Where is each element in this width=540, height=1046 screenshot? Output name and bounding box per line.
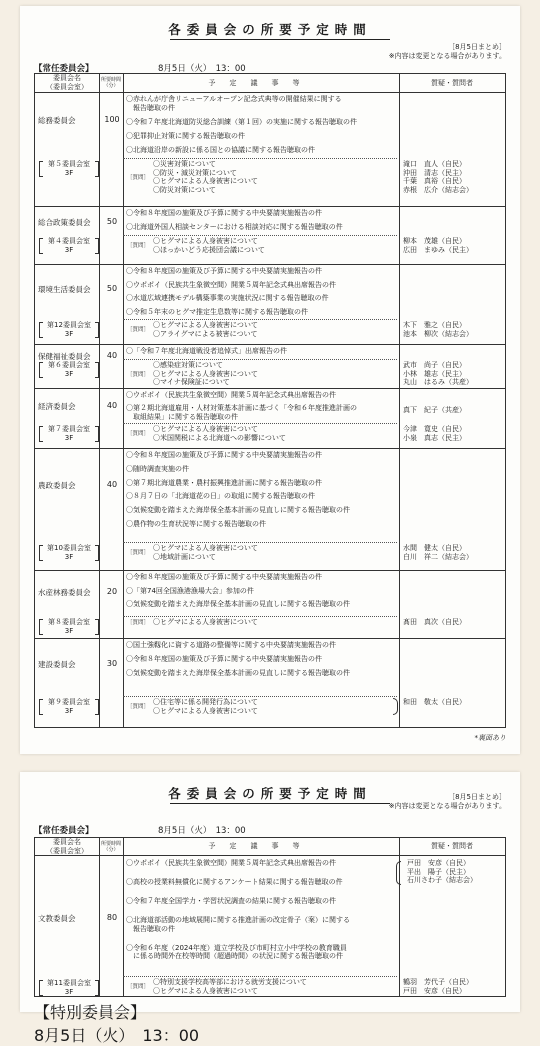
required-minutes: 80 xyxy=(106,913,118,922)
questioner-name: 真下 紀子（共産） xyxy=(403,406,466,414)
agenda-item xyxy=(126,479,406,488)
agenda-item-line: 〇令和８年度国の施策及び予算に関する中央要請実施報告の件 xyxy=(126,451,322,459)
room-bracket-right xyxy=(95,980,99,996)
questioner-list xyxy=(403,361,505,387)
committee-name: 文教委員会 xyxy=(38,914,76,923)
room-bracket-left xyxy=(39,161,43,177)
agenda-item xyxy=(126,118,406,127)
agenda-item-line: 〇令和８年度国の施策及び予算に関する中央要請実施報告の件 xyxy=(126,209,322,217)
questioner-name: 鶴羽 芳代子（自民） xyxy=(403,978,473,986)
question-topics xyxy=(153,361,403,387)
required-minutes: 50 xyxy=(106,284,118,293)
agenda-item xyxy=(126,916,406,933)
questioner-name: 池本 柳次（結志会） xyxy=(403,329,473,338)
question-divider xyxy=(123,319,397,320)
question-topic: 〇災害対策について xyxy=(153,160,216,168)
questioner-name: 赤根 広介（結志会） xyxy=(403,185,473,194)
agenda-item xyxy=(126,347,406,356)
compiled-date-note: ［8月5日まとめ］ xyxy=(448,793,506,801)
agenda-item-line: 〇農作物の生育状況等に関する報告聴取の件 xyxy=(126,520,266,528)
room-name: 第11委員会室 xyxy=(47,979,91,987)
agenda-item-line: 〇令和８年度国の施策及び予算に関する中央要請実施報告の件 xyxy=(126,655,322,663)
questioner-list xyxy=(403,978,505,995)
question-label: ［質問］ xyxy=(127,550,150,557)
agenda-item xyxy=(126,223,406,232)
room-name: 第７委員会室 xyxy=(48,425,90,433)
schedule-sheet-back xyxy=(20,772,520,1012)
question-topics xyxy=(153,978,403,995)
room-floor: 3F xyxy=(64,553,74,561)
required-minutes: 50 xyxy=(106,217,118,226)
question-topic: 〇ヒグマによる人身被害について xyxy=(153,177,258,185)
agenda-item-line: 〇ウポポイ（民族共生象徴空間）開業５周年記念式典出席報告の件 xyxy=(126,391,336,399)
header-room-label: （委員会室） xyxy=(46,83,88,91)
header-note xyxy=(389,43,506,61)
room-bracket-right xyxy=(95,322,99,338)
room-bracket-left xyxy=(39,238,43,254)
committee-room xyxy=(39,361,99,379)
committee-room xyxy=(39,618,99,636)
agenda-item-line: 〇水道広域連携モデル構築事業の実施状況に関する報告聴取の件 xyxy=(126,294,329,302)
header-questioners: 質疑・質問者 xyxy=(431,78,473,87)
committee-room xyxy=(39,425,99,443)
agenda-item-line: 〇高校の授業料無償化に関するアンケート結果に関する報告聴取の件 xyxy=(126,878,343,886)
agenda-item-line: 〇令和７年度北海道防災総合訓練（第１回）の実施に関する報告聴取の件 xyxy=(126,117,357,126)
room-bracket-right xyxy=(95,699,99,715)
room-bracket-left xyxy=(39,426,43,442)
agenda-item xyxy=(126,391,406,400)
committee-name: 総合政策委員会 xyxy=(38,218,91,227)
agenda-item xyxy=(126,294,406,303)
room-bracket-left xyxy=(39,362,43,378)
required-minutes: 100 xyxy=(104,115,120,124)
agenda-item-line: 〇北海道外国人相談センターにおける相談対応に関する報告聴取の件 xyxy=(126,223,343,231)
page-title: 各委員会の所要予定時間 xyxy=(168,786,372,801)
committee-room xyxy=(39,698,99,716)
agenda-item-line: 〇８月７日の「北海道花の日」の取組に関する報告聴取の件 xyxy=(126,492,315,501)
schedule-table xyxy=(34,837,506,997)
change-notice: ※内容は変更となる場合があります。 xyxy=(388,802,506,810)
header-time-label: 所要時間 xyxy=(100,840,121,847)
agenda-item-line: 報告聴取の件 xyxy=(126,924,175,933)
room-floor: 3F xyxy=(64,707,74,715)
questioner-name: 広田 まゆみ（民主） xyxy=(403,245,473,254)
agenda-item-line: 〇国土強靱化に資する道路の整備等に関する中央要請実施報告の件 xyxy=(126,641,336,649)
questioner-name: 滝口 直人（自民） xyxy=(403,160,466,168)
question-topic: 〇ヒグマによる人身被害について xyxy=(153,321,258,329)
committee-row xyxy=(35,638,505,729)
agenda-item xyxy=(126,451,406,460)
agenda-item xyxy=(126,281,406,290)
question-topic: 〇ヒグマによる人身被害について xyxy=(153,544,258,552)
committee-room xyxy=(39,237,99,255)
agenda-item xyxy=(126,492,406,501)
header-time xyxy=(99,838,123,855)
question-label: ［質問］ xyxy=(127,704,150,711)
committee-row xyxy=(35,264,505,345)
question-topics xyxy=(153,618,403,627)
committee-row xyxy=(35,448,505,571)
room-bracket-left xyxy=(39,322,43,338)
agenda-item xyxy=(126,587,406,596)
next-category-peek xyxy=(34,1000,199,1046)
question-label: ［質問］ xyxy=(127,371,150,378)
meeting-date: 8月5日（火） 13：00 xyxy=(158,826,246,836)
agenda-item xyxy=(126,520,406,529)
question-label: ［質問］ xyxy=(127,327,150,334)
room-bracket-left xyxy=(39,545,43,561)
schedule-table xyxy=(34,73,506,728)
room-floor: 3F xyxy=(64,627,74,635)
questioner-name: 小泉 真志（民主） xyxy=(403,433,466,442)
questioner-name: 和田 敬太（自民） xyxy=(403,698,466,706)
agenda-item-line: 〇北海道部活動の地域展開に関する推進計画の改定骨子（案）に関する xyxy=(126,916,350,924)
question-divider xyxy=(123,542,397,543)
question-topics xyxy=(153,698,403,715)
committee-name: 建設委員会 xyxy=(38,660,76,669)
room-floor: 3F xyxy=(64,988,74,996)
header-committee-label: 委員会名 xyxy=(53,74,81,82)
agenda-item xyxy=(126,669,406,678)
committee-row xyxy=(35,570,505,639)
header-note xyxy=(389,793,506,811)
question-topic: 〇ヒグマによる人身被害について xyxy=(153,986,258,995)
question-topics xyxy=(153,321,403,338)
agenda-item xyxy=(126,573,406,582)
room-name: 第10委員会室 xyxy=(47,544,91,552)
committee-name: 保健福祉委員会 xyxy=(38,352,91,361)
question-divider xyxy=(123,158,397,159)
room-name: 第９委員会室 xyxy=(48,698,90,706)
question-divider xyxy=(123,976,397,977)
question-topics xyxy=(153,425,403,442)
questioner-name: 戸田 安彦（自民） xyxy=(407,859,470,867)
category-label: 【常任委員会】 xyxy=(34,64,94,74)
questioner-name: 丸山 はるみ（共産） xyxy=(403,378,473,386)
room-bracket-right xyxy=(95,161,99,177)
questioner-name: 武市 尚子（自民） xyxy=(403,361,466,369)
required-minutes: 20 xyxy=(106,587,118,596)
questioner-list xyxy=(403,321,505,338)
agenda-item xyxy=(126,404,406,421)
room-bracket-right xyxy=(95,238,99,254)
agenda-item-line: 〇赤れんが庁舎リニューアルオープン記念式典等の開催結果に関する xyxy=(126,95,342,103)
agenda-item xyxy=(126,859,406,868)
table-header xyxy=(35,838,505,856)
committee-row xyxy=(35,92,505,207)
question-label: ［質問］ xyxy=(127,243,150,250)
question-topic: 〇米国関税による北海道への影響について xyxy=(153,433,286,442)
agenda-item-line: 〇気候変動を踏まえた海岸保全基本計画の見直しに関する報告聴取の件 xyxy=(126,506,350,515)
header-committee xyxy=(35,838,99,855)
page-title: 各委員会の所要予定時間 xyxy=(168,22,372,37)
agenda-item xyxy=(126,641,406,650)
header-agenda: 予定議事等 xyxy=(208,78,314,87)
committee-row xyxy=(35,388,505,449)
agenda-item xyxy=(126,465,406,474)
committee-row xyxy=(35,344,505,389)
agenda-item-line: 〇令和５年末のヒグマ推定生息数等に関する報告聴取の件 xyxy=(126,307,308,316)
header-time-label: 所要時間 xyxy=(100,77,121,83)
room-bracket-left xyxy=(39,980,43,996)
questioner-name: 木下 雅之（自民） xyxy=(403,321,466,329)
question-topic: 〇地域計画について xyxy=(153,552,216,561)
agenda-item-line: 〇北海道沿岸の新設に係る国との協議に関する報告聴取の件 xyxy=(126,145,315,154)
agenda-item xyxy=(126,95,406,112)
questioner-name: 水間 健太（自民） xyxy=(403,544,466,552)
agenda-item-line: 〇令和７年度全国学力・学習状況調査の結果に関する報告聴取の件 xyxy=(126,897,336,905)
committee-room xyxy=(39,321,99,339)
required-minutes: 40 xyxy=(106,401,118,410)
question-topic: 〇ヒグマによる人身被害について xyxy=(153,618,258,626)
question-topic: 〇ヒグマによる人身被害について xyxy=(153,706,258,715)
questioner-list xyxy=(403,618,505,627)
header-time-unit: （分） xyxy=(103,846,119,853)
committee-room xyxy=(39,160,99,178)
header-time xyxy=(99,74,123,92)
question-topic: 〇アライグマによる被害について xyxy=(153,329,258,338)
questioner-name: 小林 雄志（民主） xyxy=(403,369,466,378)
questioner-name: 千葉 真裕（自民） xyxy=(403,177,466,185)
schedule-sheet-front xyxy=(20,6,520,754)
room-floor: 3F xyxy=(64,370,74,378)
committee-name: 経済委員会 xyxy=(38,402,76,411)
room-name: 第６委員会室 xyxy=(48,361,90,369)
agenda-item xyxy=(126,655,406,664)
question-topic: 〇ヒグマによる人身被害について xyxy=(153,369,258,378)
agenda-item xyxy=(126,897,406,906)
committee-name: 農政委員会 xyxy=(38,481,76,490)
header-committee xyxy=(35,74,99,92)
footnote-reverse-side: *裏面あり xyxy=(474,734,506,742)
question-topic: 〇住宅等に係る開発行為について xyxy=(153,698,258,706)
bracket-right xyxy=(393,698,398,715)
room-bracket-right xyxy=(95,619,99,635)
room-name: 第４委員会室 xyxy=(48,237,90,245)
agenda-item-line: 〇令和８年度国の施策及び予算に関する中央要請実施報告の件 xyxy=(126,573,322,581)
agenda-item-line: 〇令和８年度国の施策及び予算に関する中央要請実施報告の件 xyxy=(126,267,322,275)
agenda-item-line: 〇気候変動を踏まえた海岸保全基本計画の見直しに関する報告聴取の件 xyxy=(126,669,350,677)
question-topics xyxy=(153,237,403,254)
room-bracket-right xyxy=(95,545,99,561)
question-topic: 〇防災・減災対策について xyxy=(153,168,237,177)
required-minutes: 30 xyxy=(106,659,118,668)
agenda-item-line: 〇ウポポイ（民族共生象徴空間）開業５周年記念式典出席報告の件 xyxy=(126,280,336,289)
committee-room xyxy=(39,544,99,562)
room-floor: 3F xyxy=(64,434,74,442)
question-topic: 〇ヒグマによる人身被害について xyxy=(153,425,258,433)
agenda-item-line: 〇令和６年度（2024年度）道立学校及び市町村立小中学校の教育職員 xyxy=(126,943,347,952)
header-committee-label: 委員会名 xyxy=(53,837,81,846)
committee-room xyxy=(39,979,99,997)
committee-row xyxy=(35,855,505,998)
room-name: 第８委員会室 xyxy=(48,618,90,626)
question-topic: 〇ヒグマによる人身被害について xyxy=(153,237,258,245)
agenda-item-line: 〇「第74回全国漁港漁場大会」参加の件 xyxy=(126,586,254,595)
agenda-item-line: 〇随時調査実施の件 xyxy=(126,464,189,473)
question-label: ［質問］ xyxy=(127,431,150,438)
questioner-name: 平出 陽子（民主） xyxy=(407,867,470,876)
room-floor: 3F xyxy=(64,246,74,254)
agenda-item xyxy=(126,944,406,961)
agenda-item xyxy=(126,209,406,218)
agenda-item xyxy=(126,506,406,515)
agenda-item-line: 〇「令和７年度北海道戦没者追悼式」出席報告の件 xyxy=(126,347,287,355)
agenda-item xyxy=(126,267,406,276)
header-agenda: 予定議事等 xyxy=(208,842,314,850)
question-divider xyxy=(123,359,397,360)
room-bracket-left xyxy=(39,619,43,635)
question-topic: 〇マイナ保険証について xyxy=(153,378,230,386)
question-divider xyxy=(123,235,397,236)
questioner-list xyxy=(403,425,505,442)
questioner-name: 白川 祥二（結志会） xyxy=(403,552,473,561)
agenda-item-line: 取組結果」に関する報告聴取の件 xyxy=(126,412,238,421)
table-header xyxy=(35,74,505,93)
room-name: 第12委員会室 xyxy=(47,321,91,329)
committee-name: 総務委員会 xyxy=(38,116,76,125)
agenda-item-line: 〇ウポポイ（民族共生象徴空間）開業５周年記念式典出席報告の件 xyxy=(126,859,336,867)
agenda-item-line: 〇第７期北海道農業・農村振興推進計画に関する報告聴取の件 xyxy=(126,478,322,487)
next-category-date: 8月5日（火） 13：00 xyxy=(34,1026,200,1045)
question-topic: 〇ほっかいどう応援団会議について xyxy=(153,245,265,254)
meeting-date: 8月5日（火） 13：00 xyxy=(158,64,246,74)
agenda-item xyxy=(126,146,406,155)
required-minutes: 40 xyxy=(106,351,118,360)
header-questioners: 質疑・質問者 xyxy=(431,842,473,850)
question-topic: 〇防災対策について xyxy=(153,185,216,194)
questioner-name: 今津 寛史（自民） xyxy=(403,425,466,433)
agenda-item-line: に係る時間外在校等時間（超過時間）の状況に関する報告聴取の件 xyxy=(126,952,343,960)
questioner-name: 石川さわ子（結志会） xyxy=(407,876,477,884)
question-divider xyxy=(123,696,397,697)
agenda-item xyxy=(126,132,406,141)
questioner-list xyxy=(407,859,509,885)
agenda-item xyxy=(126,878,406,887)
title-underline xyxy=(170,39,390,40)
question-divider xyxy=(123,616,397,617)
questioner-name: 柳本 茂雄（自民） xyxy=(403,237,466,245)
agenda-item-line: 〇犯罪抑止対策に関する報告聴取の件 xyxy=(126,131,245,140)
agenda-item-line: 報告聴取の件 xyxy=(126,103,175,112)
room-floor: 3F xyxy=(64,330,74,338)
compiled-date-note: ［8月5日まとめ］ xyxy=(448,43,506,51)
committee-name: 水産林務委員会 xyxy=(38,588,91,597)
question-label: ［質問］ xyxy=(127,620,150,626)
question-label: ［質問］ xyxy=(127,174,150,181)
questioner-name: 戸田 安彦（自民） xyxy=(403,986,466,995)
change-notice: ※内容は変更となる場合があります。 xyxy=(388,52,506,60)
committee-row xyxy=(35,206,505,265)
room-floor: 3F xyxy=(64,169,74,177)
questioner-list xyxy=(403,237,505,254)
title-underline xyxy=(170,803,390,804)
question-topic: 〇特別支援学校高等部における就労支援について xyxy=(153,978,307,986)
category-label: 【常任委員会】 xyxy=(34,826,94,836)
agenda-item-line: 〇気候変動を踏まえた海岸保全基本計画の見直しに関する報告聴取の件 xyxy=(126,600,350,608)
question-topics xyxy=(153,544,403,561)
question-label: ［質問］ xyxy=(127,984,150,990)
bracket-left xyxy=(396,861,401,885)
question-topics xyxy=(153,160,403,194)
room-name: 第５委員会室 xyxy=(48,160,90,168)
agenda-item xyxy=(126,308,406,317)
questioner-list xyxy=(403,160,505,194)
agenda-item xyxy=(126,600,406,609)
required-minutes: 40 xyxy=(106,480,118,489)
header-time-unit: （分） xyxy=(103,83,119,89)
questioner-name: 沖田 清志（民主） xyxy=(403,168,466,177)
questioner-name: 髙田 真次（自民） xyxy=(403,618,466,626)
room-bracket-right xyxy=(95,426,99,442)
agenda-item-line: 〇第２期北海道雇用・人材対策基本計画に基づく「令和６年度推進計画の xyxy=(126,404,357,412)
room-bracket-left xyxy=(39,699,43,715)
committee-name: 環境生活委員会 xyxy=(38,285,91,294)
question-topic: 〇感染症対策について xyxy=(153,361,223,369)
room-bracket-right xyxy=(95,362,99,378)
questioner-list xyxy=(403,698,505,707)
header-room-label: （委員会室） xyxy=(46,846,88,855)
questioner-list xyxy=(403,544,505,561)
question-divider xyxy=(123,423,397,424)
next-category-label: 【特別委員会】 xyxy=(34,1003,147,1022)
